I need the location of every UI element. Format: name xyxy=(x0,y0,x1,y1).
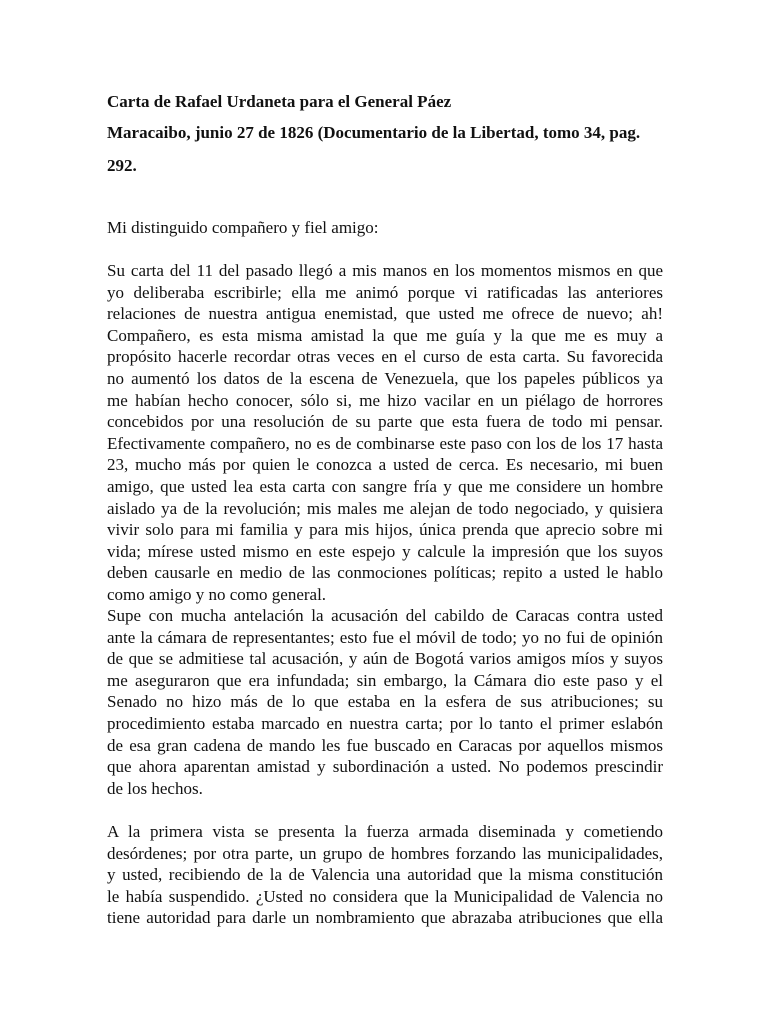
text-line: concebidos por una resolución de su parte que esta fuera de todo mi pensar. xyxy=(107,412,663,432)
text-line: A la primera vista se presenta la fuerza armada diseminada y cometiendo xyxy=(107,822,663,841)
paragraph-1 xyxy=(107,260,663,606)
text-line: Efectivamente compañero, no es de combinarse este paso con los de los 17 hasta xyxy=(107,433,663,453)
text-line: yo deliberaba escribirle; ella me animó porque vi ratificadas las anteriores xyxy=(107,282,663,302)
text-line: Senado no hizo más de lo que estaba en la esfera de sus atribuciones; su xyxy=(107,692,663,712)
paragraph-3 xyxy=(107,821,663,929)
text-line: Su carta del 11 del pasado llegó a mis manos en los momentos mismos en que xyxy=(107,261,663,280)
text-line: no aumentó los datos de la escena de Venezuela, que los papeles públicos ya xyxy=(107,368,663,388)
text-line: Supe con mucha antelación la acusación del cabildo de Caracas contra usted xyxy=(107,606,663,625)
text-line: y usted, recibiendo de la de Valencia una autoridad que la misma constitución xyxy=(107,865,663,885)
text-line: desórdenes; por otra parte, un grupo de hombres forzando las municipalidades, xyxy=(107,843,663,863)
text-line: vida; mírese usted mismo en este espejo y calcule la impresión que los suyos xyxy=(107,541,663,561)
salutation xyxy=(107,217,663,239)
text-line: le había suspendido. ¿Usted no considera que la Municipalidad de Valencia no xyxy=(107,886,663,906)
text-line: propósito hacerle recordar otras veces en el curso de esta carta. Su favorecida xyxy=(107,347,663,367)
text-line: me aseguraron que era infundada; sin embargo, la Cámara dio este paso y el xyxy=(107,670,663,690)
document-subtitle-line-2: 292. xyxy=(107,156,137,175)
text-line: relaciones de nuestra antigua enemistad, que usted me ofrece de nuevo; ah! xyxy=(107,304,663,324)
text-line: Mi distinguido compañero y fiel amigo: xyxy=(107,218,379,237)
paragraph-2 xyxy=(107,605,663,799)
text-line: Compañero, es esta misma amistad la que me guía y la que me es muy a xyxy=(107,325,663,345)
text-line: de esa gran cadena de mando les fue buscado en Caracas por aquellos mismos xyxy=(107,735,663,755)
document-subtitle-line-1: Maracaibo, junio 27 de 1826 (Documentario de la Libertad, tomo 34, pag. xyxy=(107,123,641,142)
text-line: que ahora aparentan amistad y subordinación a usted. No podemos prescindir xyxy=(107,757,663,777)
text-line: me habían hecho conocer, sólo si, me hizo vacilar en un piélago de horrores xyxy=(107,390,663,410)
text-line: deben causarle en medio de las conmociones políticas; repito a usted le hablo xyxy=(107,563,663,583)
text-line: de que se admitiese tal acusación, y aún de Bogotá varios amigos míos y suyos xyxy=(107,649,663,669)
text-line: vivir solo para mi familia y para mis hijos, única prenda que aprecio sobre mi xyxy=(107,520,663,540)
text-line: ante la cámara de representantes; esto fue el móvil de todo; yo no fui de opinión xyxy=(107,627,663,647)
text-line: de los hechos. xyxy=(107,778,203,798)
text-line: tiene autoridad para darle un nombramiento que abrazaba atribuciones que ella xyxy=(107,908,663,928)
text-line: aislado ya de la revolución; mis males me alejan de todo negociado, y quisiera xyxy=(107,498,663,518)
text-line: como amigo y no como general. xyxy=(107,584,327,604)
text-line: procedimiento estaba marcado en nuestra carta; por lo tanto el primer eslabón xyxy=(107,713,663,733)
text-line: 23, mucho más por quien le conozca a usted de cerca. Es necesario, mi buen xyxy=(107,455,663,475)
text-line: amigo, que usted lea esta carta con sangre fría y que me considere un hombre xyxy=(107,476,663,496)
document-title: Carta de Rafael Urdaneta para el General Páez xyxy=(107,92,452,111)
